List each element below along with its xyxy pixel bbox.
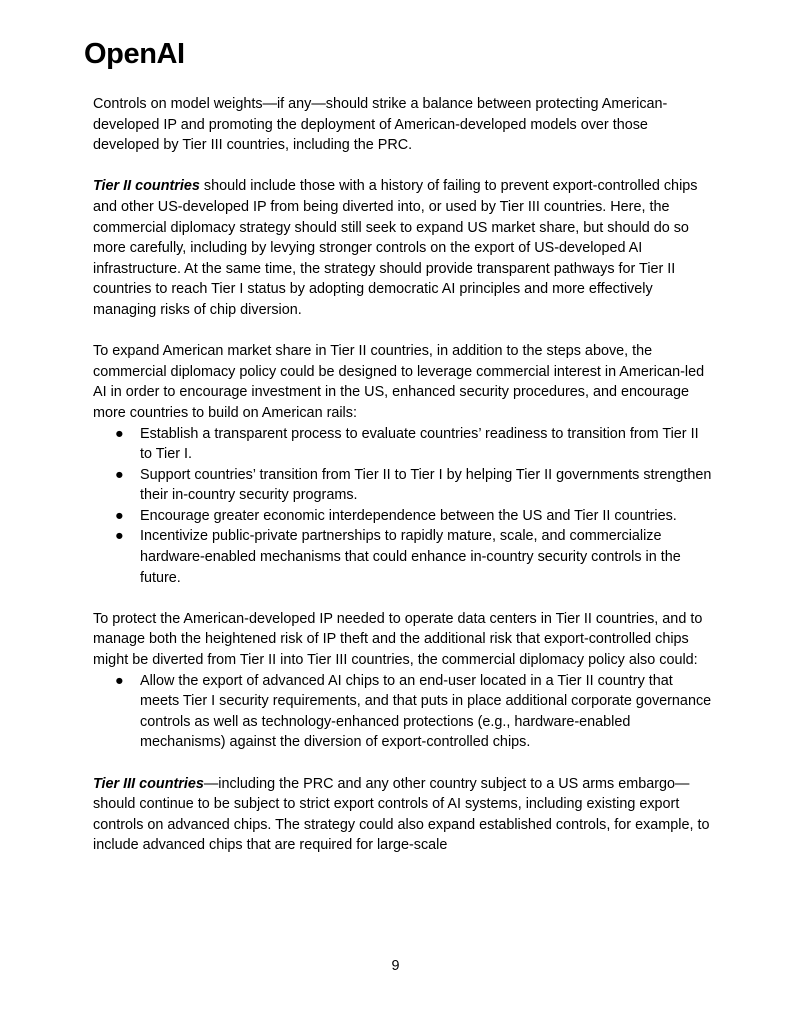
bullet-icon: ● [115, 528, 124, 545]
list-item-text: Support countries’ transition from Tier II to Tier I by helping Tier II governments strengthen their in-country security programs. [140, 466, 712, 504]
paragraph-model-weights: Controls on model weights—if any—should strike a balance between protecting American-developed IP and promoting the deployment of American-developed models over those developed by Tier III countries, including the PRC. [93, 96, 668, 154]
page-number: 9 [391, 958, 400, 974]
list-item [93, 526, 713, 588]
paragraph-expand-market-share: To expand American market share in Tier II countries, in addition to the steps above, the commercial diplomacy policy could be designed to leverage commercial interest in American-led AI in order to encourage investment in the US, enhanced security procedures, and encourage more countries to build on American rails: [93, 343, 705, 421]
bullet-icon: ● [115, 466, 124, 483]
bullet-icon: ● [115, 672, 124, 689]
paragraph-tier-ii [93, 176, 713, 320]
openai-logo: OpenAI [84, 38, 185, 70]
list-item-text: Encourage greater economic interdependence between the US and Tier II countries. [140, 507, 677, 524]
list-item [93, 506, 713, 527]
bullet-icon: ● [115, 507, 124, 524]
bullet-list-market-share [93, 424, 713, 589]
tier-ii-body: should include those with a history of failing to prevent export-controlled chips and other US-developed IP from being diverted into, or used by Tier III countries. Here, the commercial diplomacy strategy should still seek to expand US market share, but should do so more carefully, including by levying stronger controls on the export of US-developed AI infrastructure. At the same time, the strategy should provide transparent pathways for Tier II countries to reach Tier I status by adopting democratic AI principles and more effectively managing risks of chip diversion. [93, 178, 698, 318]
paragraph-spacer [93, 753, 713, 774]
tier-iii-lead: Tier III countries [93, 775, 204, 792]
list-item [93, 671, 713, 753]
tier-iii-body: —including the PRC and any other country subject to a US arms embargo—should continue to be subject to strict export controls of AI systems, including existing export controls on advanced chips. The strategy could also expand established controls, for example, to include advanced chips that are required for large-scale [93, 775, 710, 854]
list-item-text: Establish a transparent process to evaluate countries’ readiness to transition from Tier II to Tier I. [140, 425, 699, 463]
tier-ii-lead: Tier II countries [93, 178, 200, 195]
bullet-icon: ● [115, 425, 124, 442]
list-item-text: Allow the export of advanced AI chips to an end-user located in a Tier II country that meets Tier I security requirements, and that puts in place additional corporate governance controls as well as technology-enhanced protections (e.g., hardware-enabled mechanisms) against the diversion of export-controlled chips. [140, 672, 712, 751]
paragraph-tier-iii [93, 774, 713, 856]
list-item-text: Incentivize public-private partnerships to rapidly mature, scale, and commercialize hardware-enabled mechanisms that could enhance in-country security controls in the future. [140, 528, 681, 586]
paragraph-spacer [93, 321, 713, 342]
document-body [93, 94, 713, 856]
paragraph-protect-ip: To protect the American-developed IP needed to operate data centers in Tier II countries, and to manage both the heightened risk of IP theft and the additional risk that export-controlled chips might be diverted from Tier II into Tier III countries, the commercial diplomacy policy also could: [93, 610, 703, 669]
list-item [93, 465, 713, 506]
bullet-list-protect-ip [93, 671, 713, 753]
list-item [93, 424, 713, 465]
paragraph-spacer [93, 156, 713, 177]
paragraph-spacer [93, 588, 713, 609]
